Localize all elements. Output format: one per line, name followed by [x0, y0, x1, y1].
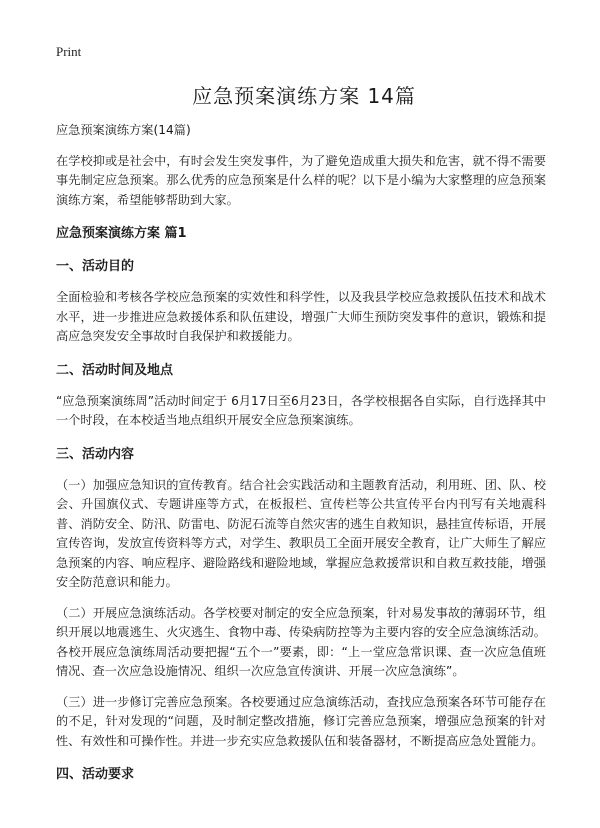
section-paragraph: （一）加强应急知识的宣传教育。结合社会实践活动和主题教育活动，利用班、团、队、校会、升国旗仪式、专题讲座等方式，在板报栏、宣传栏等公共宣传平台内刊写有关地震科普、消防安全、防汛、防雷电、防泥石流等自然灾害的逃生自救知识，悬挂宣传标语，开展宣传咨询，发放宣传资料等方式，对学生、教职员工全面开展安全教育，让广大师生了解应急预案的内容、响应程序、避险路线和避险地域，掌握应急救援常识和自救互救技能，增强安全防范意识和能力。: [56, 477, 546, 589]
document-body: [56, 121, 546, 796]
document-subtitle: 应急预案演练方案(14篇): [56, 123, 191, 137]
section-heading-requirements: 四、活动要求: [56, 767, 135, 782]
section-paragraph: “应急预案演练周”活动时间定于 6月17日至6月23日，各学校根据各自实际，自行选择其中一个时段，在本校适当地点组织开展安全应急预案演练。: [56, 393, 546, 427]
print-link[interactable]: Print: [56, 44, 82, 59]
page-title: 应急预案演练方案 14篇: [192, 84, 416, 108]
section-paragraph: （二）开展应急演练活动。各学校要对制定的安全应急预案，针对易发事故的薄弱环节，组织开展以地震逃生、火灾逃生、食物中毒、传染病防控等为主要内容的安全应急演练活动。各校开展应急演练周活动要把握“五个一”要素，即：“上一堂应急常识课、查一次应急值班情况、查一次应急设施情况、组织一次应急宣传演讲、开展一次应急演练”。: [56, 605, 546, 678]
section-paragraph: （三）进一步修订完善应急预案。各校要通过应急演练活动，查找应急预案各环节可能存在的不足，针对发现的“问题，及时制定整改措施，修订完善应急预案，增强应急预案的针对性、有效性和可操作性。并进一步充实应急救援队伍和装备器材，不断提高应急处置能力。: [56, 694, 546, 748]
intro-paragraph: 在学校抑或是社会中，有时会发生突发事件，为了避免造成重大损失和危害，就不得不需要事先制定应急预案。那么优秀的应急预案是什么样的呢？以下是小编为大家整理的应急预案演练方案，希望能够帮助到大家。: [56, 153, 546, 207]
section-heading-content: 三、活动内容: [56, 446, 135, 462]
article-heading: 应急预案演练方案 篇1: [56, 226, 187, 241]
section-heading-time-place: 二、活动时间及地点: [56, 362, 174, 378]
section-heading-purpose: 一、活动目的: [56, 259, 135, 274]
section-paragraph: 全面检验和考核各学校应急预案的实效性和科学性，以及我县学校应急救援队伍技术和战术水平，进一步推进应急救援体系和队伍建设，增强广大师生预防突发事件的意识，锻炼和提高应急突发安全事故时自我保护和救援能力。: [56, 290, 546, 343]
